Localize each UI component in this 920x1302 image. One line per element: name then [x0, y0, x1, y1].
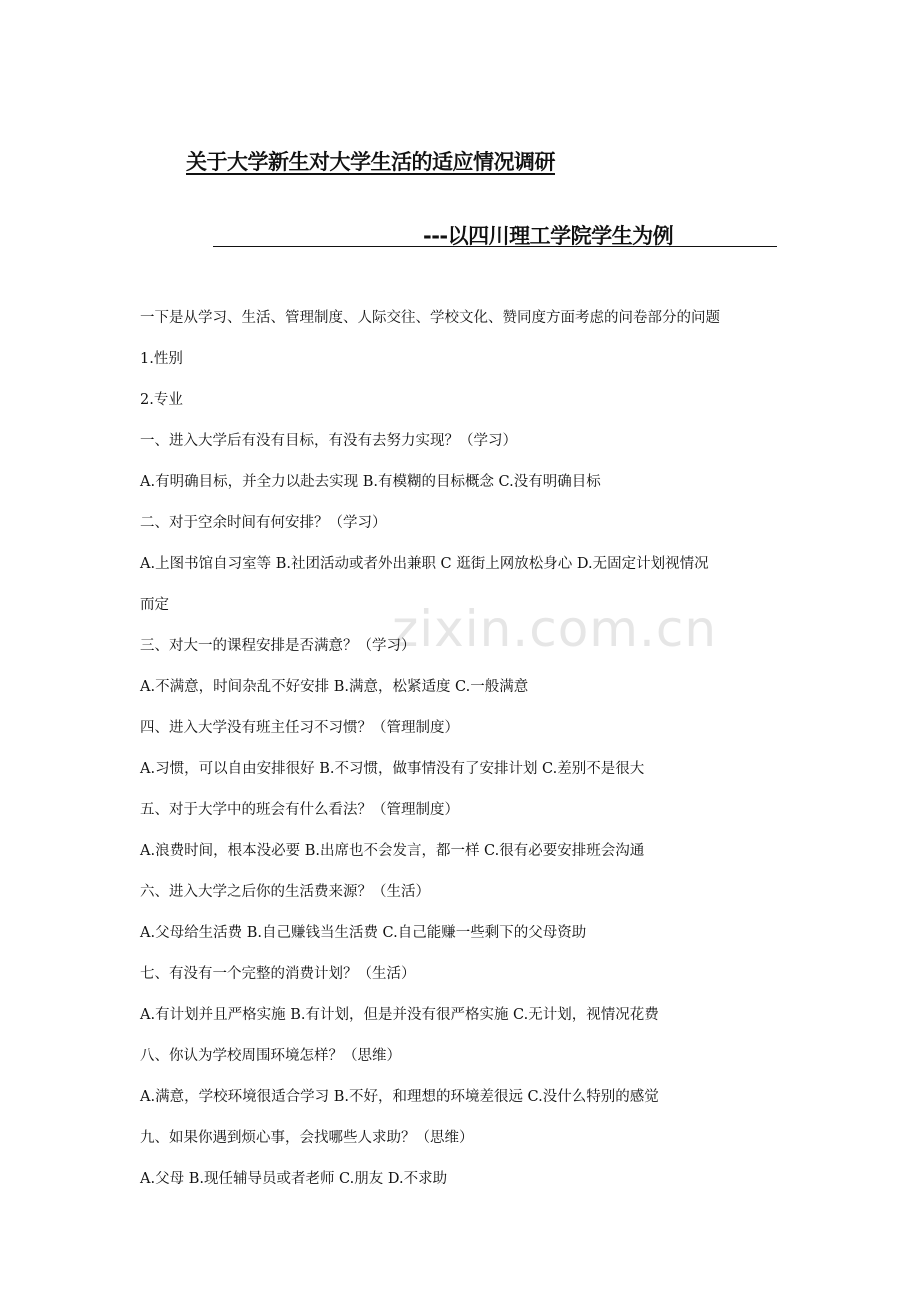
watermark-visible [392, 600, 717, 658]
options-1: A.有明确目标，并全力以赴去实现 B.有模糊的目标概念 C.没有明确目标 [140, 474, 601, 490]
question-3: 三、对大一的课程安排是否满意？（学习） [140, 638, 416, 654]
intro-line: 一下是从学习、生活、管理制度、人际交往、学校文化、赞同度方面考虑的问卷部分的问题 [140, 310, 720, 326]
watermark-text: zixin.com.cn [392, 600, 718, 658]
question-9: 九、如果你遇到烦心事，会找哪些人求助？（思维） [140, 1130, 474, 1146]
question-major: 2.专业 [140, 392, 183, 408]
question-gender: 1.性别 [140, 351, 183, 367]
question-1: 一、进入大学后有没有目标，有没有去努力实现？（学习） [140, 433, 517, 449]
question-4: 四、进入大学没有班主任习不习惯？（管理制度） [140, 720, 459, 736]
options-5: A.浪费时间，根本没必要 B.出席也不会发言，都一样 C.很有必要安排班会沟通 [140, 843, 645, 859]
document-title: 关于大学新生对大学生活的适应情况调研 [186, 150, 555, 174]
options-4: A.习惯，可以自由安排很好 B.不习惯，做事情没有了安排计划 C.差别不是很大 [140, 761, 645, 777]
question-2: 二、对于空余时间有何安排？（学习） [140, 515, 387, 531]
options-7: A.有计划并且严格实施 B.有计划，但是并没有很严格实施 C.无计划，视情况花费 [140, 1007, 659, 1023]
document-subtitle: ---以四川理工学院学生为例 [423, 224, 674, 248]
options-6: A.父母给生活费 B.自己赚钱当生活费 C.自己能赚一些剩下的父母资助 [140, 925, 587, 941]
options-8: A.满意，学校环境很适合学习 B.不好，和理想的环境差很远 C.没什么特别的感觉 [140, 1089, 659, 1105]
question-8: 八、你认为学校周围环境怎样？（思维） [140, 1048, 401, 1064]
question-6: 六、进入大学之后你的生活费来源？（生活） [140, 884, 430, 900]
options-3: A.不满意，时间杂乱不好安排 B.满意，松紧适度 C.一般满意 [140, 679, 529, 695]
question-5: 五、对于大学中的班会有什么看法？（管理制度） [140, 802, 459, 818]
options-2-continued: 而定 [140, 597, 169, 613]
question-7: 七、有没有一个完整的消费计划？（生活） [140, 966, 416, 982]
options-9: A.父母 B.现任辅导员或者老师 C.朋友 D.不求助 [140, 1171, 448, 1187]
options-2: A.上图书馆自习室等 B.社团活动或者外出兼职 C 逛街上网放松身心 D.无固定计划视情况 [140, 556, 709, 572]
